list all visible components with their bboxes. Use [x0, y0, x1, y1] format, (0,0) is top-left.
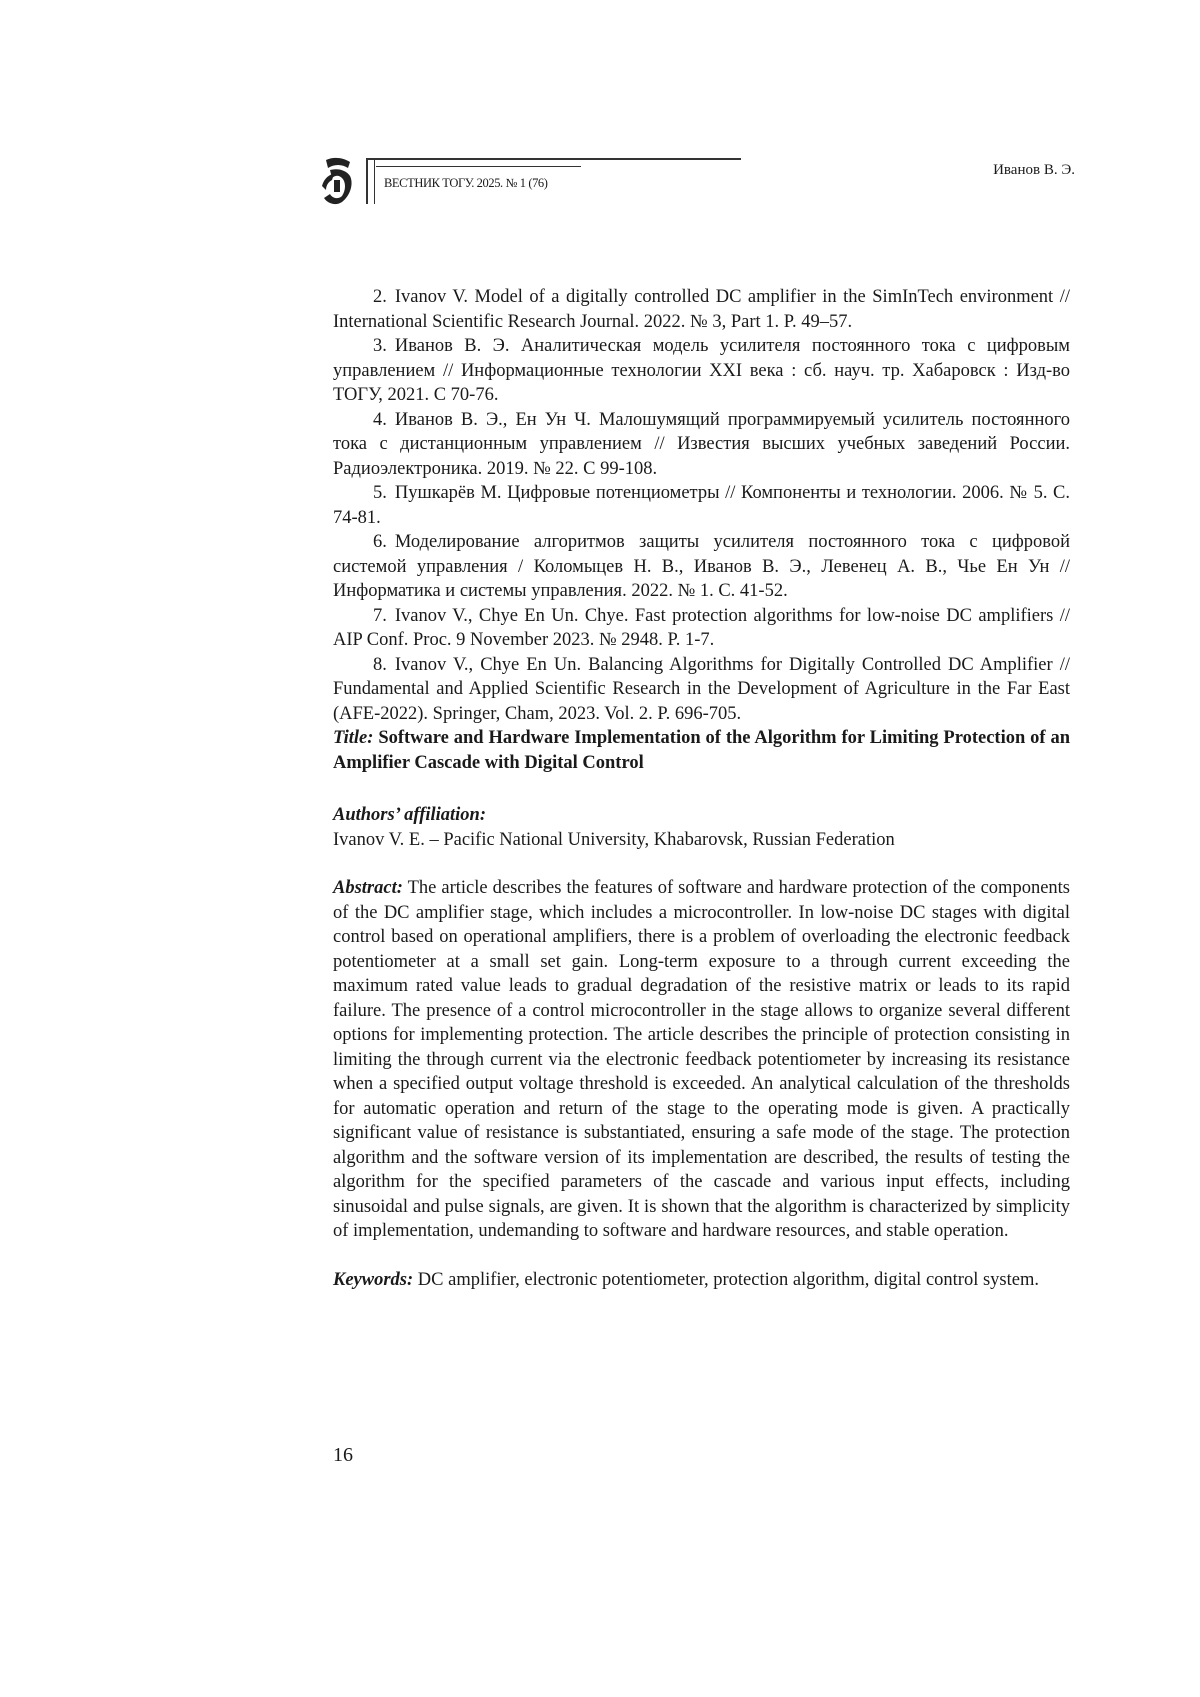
reference-item [333, 334, 1070, 408]
reference-text: Ivanov V., Chye En Un. Chye. Fast protection algorithms for low-noise DC amplifiers // AIP Conf. Proc. 9 November 2023. № 2948. P. 1-7. [333, 605, 1070, 650]
reference-text: Ivanov V., Chye En Un. Balancing Algorithms for Digitally Controlled DC Amplifier // Fundamental and Applied Scientific Research in the Development of Agriculture in the Far East (AFE-2022). Springer, Cham, 2023. Vol. 2. P. 696-705. [333, 654, 1070, 724]
title-label: Title: [333, 728, 374, 748]
reference-text: Моделирование алгоритмов защиты усилителя постоянного тока с цифровой системой управления / Коломыцев Н. В., Иванов В. Э., Левенец А. В., Чье Ен Ун // Информатика и системы управления. 2022. № 1. С. 41-52. [333, 532, 1070, 601]
header-rule-vertical-inner [374, 158, 375, 204]
page-header [320, 148, 1080, 208]
page-content [333, 285, 1070, 1292]
running-head-author: Иванов В. Э. [993, 162, 1075, 178]
reference-number: 6. [373, 532, 387, 552]
reference-text: Пушкарёв М. Цифровые потенциометры // Компоненты и технологии. 2006. № 5. С. 74-81. [333, 483, 1070, 528]
reference-list [333, 285, 1070, 726]
header-rule-top [366, 158, 741, 160]
reference-number: 4. [373, 409, 387, 430]
reference-text: Иванов В. Э., Ен Ун Ч. Малошумящий программируемый усилитель постоянного тока с дистанционным управлением // Известия высших учебных заведений России. Радиоэлектроника. 2019. № 22. С 99-108. [333, 409, 1070, 479]
authors-affiliation [333, 803, 1070, 852]
reference-text: Иванов В. Э. Аналитическая модель усилителя постоянного тока с цифровым управлением // Информационные технологии XXI века : сб. науч. тр. Хабаровск : Изд-во ТОГУ, 2021. С 70-76. [333, 336, 1070, 405]
title-text: Software and Hardware Implementation of the Algorithm for Limiting Protection of an Amplifier Cascade with Digital Control [333, 728, 1071, 773]
reference-number: 3. [373, 336, 387, 356]
keywords-label: Keywords: [333, 1269, 414, 1290]
reference-item [333, 653, 1070, 727]
header-rule-inner [376, 166, 581, 167]
header-rule-vertical [366, 158, 368, 204]
affiliation-text: Ivanov V. E. – Pacific National University, Khabarovsk, Russian Federation [333, 829, 895, 850]
page-number: 16 [333, 1444, 353, 1466]
reference-number: 5. [373, 483, 387, 503]
abstract [333, 876, 1070, 1244]
reference-item [333, 604, 1070, 653]
journal-logo-icon [320, 156, 356, 208]
reference-item [333, 481, 1070, 530]
english-title [333, 726, 1070, 775]
reference-number: 7. [373, 605, 387, 626]
keywords [333, 1268, 1070, 1293]
reference-number: 2. [373, 287, 387, 307]
abstract-text: The article describes the features of software and hardware protection of the components of the DC amplifier stage, which includes a microcontroller. In low-noise DC stages with digital control based on operational amplifiers, there is a problem of overloading the electronic feedback potentiometer at a small set gain. Long-term exposure to a through current exceeding the maximum rated value leads to gradual degradation of the resistive matrix or leads to its rapid failure. The presence of a control microcontroller in the stage allows to organize several different options for implementing protection. The article describes the principle of protection consisting in limiting the through current via the electronic feedback potentiometer by increasing its resistance when a specified output voltage threshold is exceeded. An analytical calculation of the thresholds for automatic operation and return of the stage to the operating mode is given. A practically significant value of resistance is substantiated, ensuring a safe mode of the stage. The protection algorithm and the software version of its implementation are described, the results of testing the algorithm for the specified parameters of the cascade and various input effects, including sinusoidal and pulse signals, are given. It is shown that the algorithm is characterized by simplicity of implementation, undemanding to software and hardware resources, and stable operation. [333, 878, 1070, 1241]
reference-item [333, 530, 1070, 604]
affiliation-label: Authors’ affiliation: [333, 805, 487, 825]
reference-item [333, 408, 1070, 482]
reference-number: 8. [373, 654, 387, 675]
reference-item [333, 285, 1070, 334]
keywords-text: DC amplifier, electronic potentiometer, protection algorithm, digital control system. [417, 1269, 1039, 1290]
abstract-label: Abstract: [333, 878, 403, 898]
reference-text: Ivanov V. Model of a digitally controlled DC amplifier in the SimInTech environment // International Scientific Research Journal. 2022. № 3, Part 1. P. 49–57. [333, 287, 1070, 332]
journal-citation: ВЕСТНИК ТОГУ. 2025. № 1 (76) [384, 176, 548, 190]
